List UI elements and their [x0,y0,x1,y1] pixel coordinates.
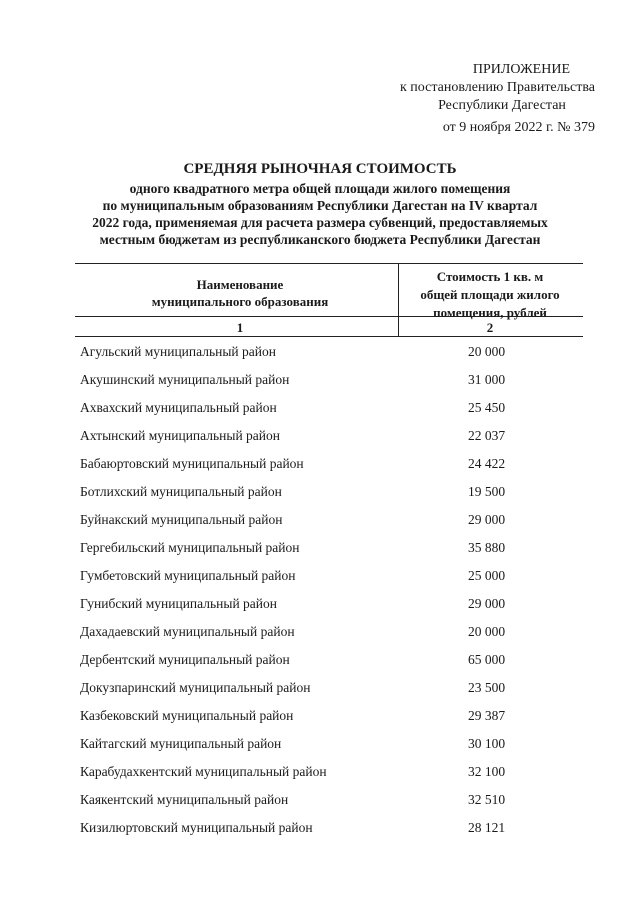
subtitle-line: по муниципальным образованиям Республики Дагестан на IV квартал [102,198,538,213]
table-row [80,736,580,764]
column-header-line: помещения, рублей [433,305,547,320]
table-row [80,708,580,736]
table-row [80,568,580,596]
district-name: Агульский муниципальный район [80,344,276,359]
district-name: Дербентский муниципальный район [80,652,290,667]
cost-value: 19 500 [468,484,506,499]
district-name: Кайтагский муниципальный район [80,736,282,751]
annex-republic-line: Республики Дагестан [438,98,566,113]
table-row [80,792,580,820]
district-name: Докузпаринский муниципальный район [80,680,311,695]
table-row [80,820,580,848]
cost-value: 23 500 [468,680,506,695]
district-name: Гергебильский муниципальный район [80,540,300,555]
subtitle-line: местным бюджетам из республиканского бюджета Республики Дагестан [99,232,541,247]
district-name: Кизилюртовский муниципальный район [80,820,313,835]
table-row [80,344,580,372]
cost-value: 29 387 [468,708,506,723]
table-top-rule [75,263,583,264]
annex-title: ПРИЛОЖЕНИЕ [472,62,570,77]
district-name: Карабудахкентский муниципальный район [80,764,327,779]
cost-value: 65 000 [468,652,506,667]
district-name: Ахтынский муниципальный район [80,428,280,443]
district-name: Буйнакский муниципальный район [80,512,283,527]
table-row [80,764,580,792]
table-row [80,456,580,484]
cost-value: 29 000 [468,596,506,611]
cost-value: 35 880 [468,540,506,555]
cost-value: 25 450 [468,400,506,415]
table-row [80,596,580,624]
cost-value: 25 000 [468,568,506,583]
column-header-cost [400,268,580,322]
cost-value: 24 422 [468,456,506,471]
table-row [80,540,580,568]
district-name: Ахвахский муниципальный район [80,400,277,415]
table-row [80,652,580,680]
district-name: Гунибский муниципальный район [80,596,277,611]
table-row [80,428,580,456]
cost-value: 30 100 [468,736,506,751]
column-header-line: Стоимость 1 кв. м [436,269,544,284]
annex-resolution-line: к постановлению Правительства [399,80,595,95]
document-title: СРЕДНЯЯ РЫНОЧНАЯ СТОИМОСТЬ [183,161,457,177]
cost-value: 28 121 [468,820,506,835]
cost-value: 32 100 [468,764,506,779]
district-name: Каякентский муниципальный район [80,792,289,807]
subtitle-line: одного квадратного метра общей площади жилого помещения [129,181,511,196]
column-number-2: 2 [486,320,494,335]
cost-value: 29 000 [468,512,506,527]
annex-date-line: от 9 ноября 2022 г. № 379 [442,120,595,135]
cost-value: 31 000 [468,372,506,387]
table-numbers-rule [75,336,583,337]
cost-value: 20 000 [468,344,506,359]
district-name: Бабаюртовский муниципальный район [80,456,304,471]
cost-value: 22 037 [468,428,506,443]
column-number-1: 1 [236,320,244,335]
column-header-name [80,276,400,310]
district-name: Дахадаевский муниципальный район [80,624,295,639]
annex-block [370,62,595,142]
table-row [80,680,580,708]
district-name: Акушинский муниципальный район [80,372,290,387]
district-name: Ботлихский муниципальный район [80,484,282,499]
column-header-line: Наименование [196,277,284,292]
table-row [80,372,580,400]
table-row [80,484,580,512]
table-row [80,400,580,428]
district-name: Гумбетовский муниципальный район [80,568,296,583]
cost-value: 20 000 [468,624,506,639]
column-header-line: муниципального образования [151,294,329,309]
document-subtitle [40,180,600,248]
district-name: Казбековский муниципальный район [80,708,294,723]
subtitle-line: 2022 года, применяемая для расчета размера субвенций, предоставляемых [92,215,548,230]
column-header-line: общей площади жилого [420,287,560,302]
table-row [80,512,580,540]
table-row [80,624,580,652]
cost-value: 32 510 [468,792,506,807]
